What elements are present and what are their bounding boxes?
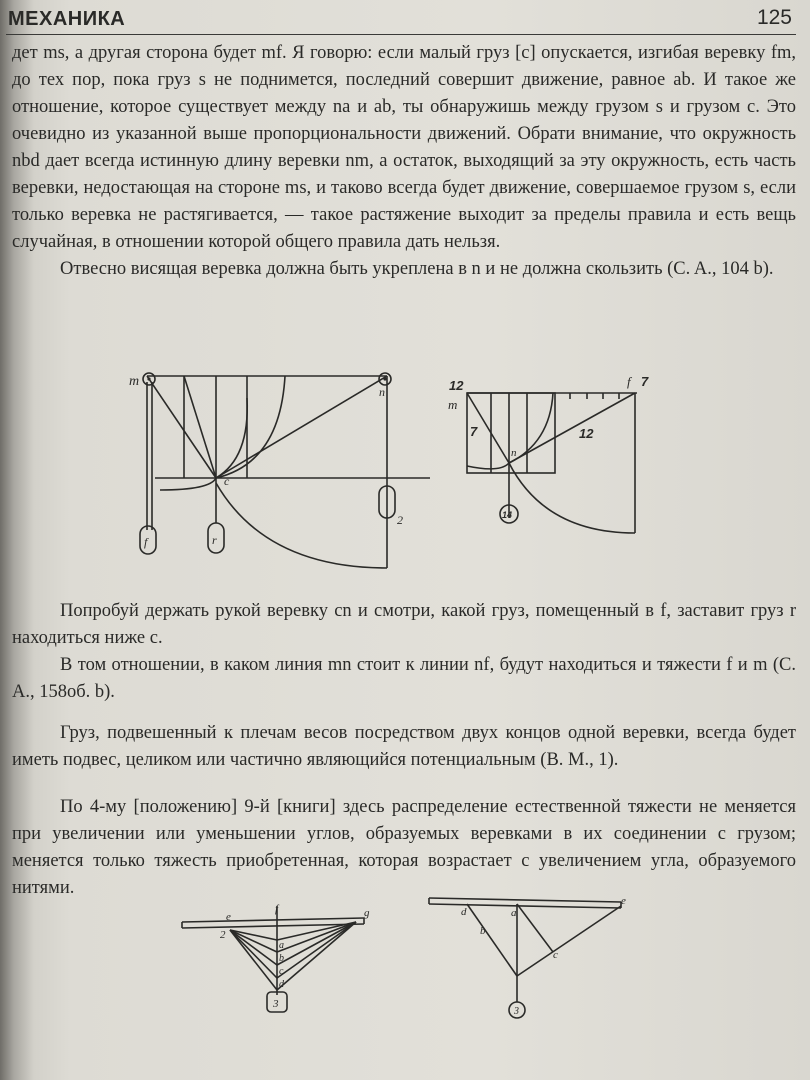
figure-beam-strings bbox=[178, 900, 378, 1020]
label-d: d bbox=[279, 979, 284, 990]
label-r: r bbox=[212, 533, 217, 547]
label-f: f bbox=[144, 535, 148, 549]
text-block-balance bbox=[12, 720, 796, 774]
label-7-side: 7 bbox=[470, 424, 478, 439]
label-2: 2 bbox=[220, 929, 226, 941]
label-c: c bbox=[279, 966, 284, 977]
label-14: 14 bbox=[502, 510, 513, 520]
label-n: n bbox=[379, 385, 385, 399]
section-title: МЕХАНИКА bbox=[8, 8, 126, 30]
label-12: 12 bbox=[449, 378, 464, 393]
label-n: n bbox=[511, 447, 517, 459]
label-3: 3 bbox=[514, 1006, 519, 1017]
label-c: c bbox=[553, 949, 558, 961]
label-f: f bbox=[275, 903, 279, 915]
paragraph-5: Груз, подвешенный к плечам весов посредством двух концов одной веревки, всегда будет иметь подвес, целиком или частично являющийся потенциальным (B. M., 1). bbox=[12, 723, 796, 770]
label-12-diagonal: 12 bbox=[579, 426, 594, 441]
running-head bbox=[6, 4, 796, 35]
label-a: a bbox=[511, 907, 517, 919]
paragraph-2: Отвесно висящая веревка должна быть укреплена в n и не должна скользить (C. A., 104 b). bbox=[60, 259, 774, 279]
label-a: a bbox=[279, 940, 284, 951]
figure-square-diagram bbox=[445, 368, 665, 543]
label-e: e bbox=[226, 911, 231, 923]
figure-beam-triangle bbox=[425, 892, 635, 1022]
figure-pulley-diagram bbox=[125, 368, 435, 573]
text-block-top bbox=[12, 40, 796, 283]
paragraph-1: дет ms, а другая сторона будет mf. Я говорю: если малый груз [c] опускается, изгибая веревку fm, до тех пор, пока груз s не поднимется, последний совершит движение, равное ab. И такое же отношение, которое существует между na и ab, ты обнаружишь между грузом s и грузом c. Это очевидно из указанной выше пропорциональности движений. Обрати внимание, что окружность nbd дает всегда истинную длину веревки nm, а остаток, выходящий за эту окружность, есть часть веревки, недостающая на стороне ms, и таково всегда будет движение, совершаемое грузом s, если только веревка не растягивается, — такое растяжение выходит за пределы правила и есть вещь случайная, в отношении которой общего правила дать нельзя. bbox=[12, 43, 796, 252]
paragraph-6: По 4-му [положению] 9-й [книги] здесь распределение естественной тяжести не меняется при увеличении или уменьшении углов, образуемых веревками в их соединении с грузом; меняется только тяжесть приобретенная, которая возрастает с увеличением угла, образуемого нитями. bbox=[12, 797, 796, 898]
paragraph-3: Попробуй держать рукой веревку cn и смотри, какой груз, помещенный в f, заставит груз r находиться ниже c. bbox=[12, 601, 796, 648]
label-b: b bbox=[480, 925, 486, 937]
label-e: e bbox=[621, 895, 626, 907]
label-m: m bbox=[129, 374, 140, 389]
text-block-bottom bbox=[12, 794, 796, 902]
label-3: 3 bbox=[273, 998, 279, 1010]
paragraph-4: В том отношении, в каком линия mn стоит к линии nf, будут находиться и тяжести f и m (C. A., 158об. b). bbox=[12, 655, 796, 702]
label-m: m bbox=[448, 397, 458, 412]
label-2: 2 bbox=[397, 513, 403, 527]
label-c: c bbox=[224, 474, 230, 488]
text-block-middle bbox=[12, 598, 796, 706]
label-g: g bbox=[364, 907, 370, 919]
label-b: b bbox=[279, 953, 284, 964]
label-d: d bbox=[461, 906, 467, 918]
page-number: 125 bbox=[756, 6, 792, 29]
label-7-top: 7 bbox=[641, 374, 649, 389]
label-f: f bbox=[627, 374, 631, 389]
